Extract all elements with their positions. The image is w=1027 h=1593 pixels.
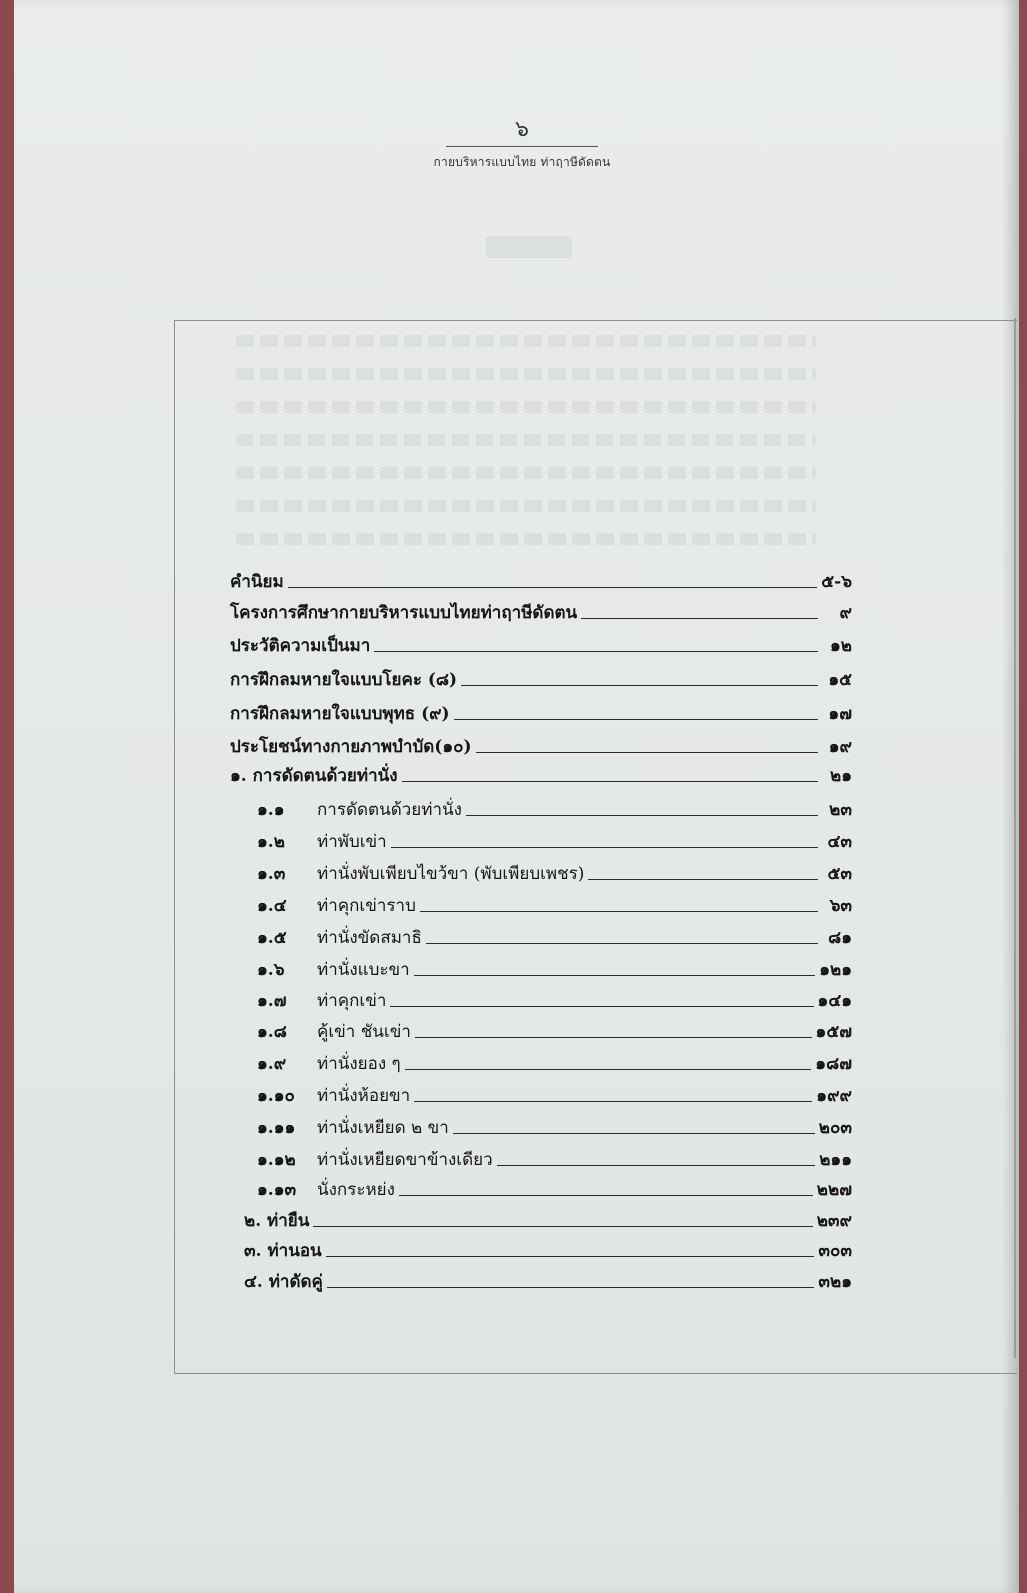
toc-entry-number: ๑.๖: [257, 960, 285, 980]
toc-entry-number: ๑.๙: [257, 1054, 287, 1074]
toc-page-number: ๘๑: [828, 928, 852, 948]
toc-entry-number: ๑.๔: [257, 896, 287, 916]
toc-entry-title: การฝึกลมหายใจแบบพุทธ (๙): [230, 704, 450, 724]
toc-entry: [230, 737, 852, 757]
toc-entry-title: ๓. ท่านอน: [244, 1241, 322, 1261]
toc-entry-title: ท่านั่งห้อยขา: [317, 1086, 411, 1106]
toc-subentry: [257, 864, 852, 884]
toc-subentry: [257, 1086, 852, 1106]
page-header: [422, 118, 622, 172]
toc-entry-title: คำนิยม: [230, 572, 284, 592]
toc-subentry: [257, 1180, 852, 1200]
toc-page-number: ๕๓: [827, 864, 852, 884]
toc-entry: [244, 1211, 852, 1231]
toc-entry-title: ท่านั่งแบะขา: [317, 960, 410, 980]
toc-subentry: [257, 960, 852, 980]
toc-leader: [374, 651, 818, 652]
toc-page-number: ๑๘๗: [815, 1054, 852, 1074]
toc-leader: [414, 1101, 812, 1102]
toc-page-number: ๒๑: [830, 766, 852, 786]
toc-leader: [581, 618, 818, 619]
toc-entry-title: ท่าคุกเข่า: [317, 991, 387, 1011]
toc-page-number: ๑๙๙: [816, 1086, 852, 1106]
page-number: ๖: [515, 117, 529, 142]
toc-entry-title: ท่านั่งขัดสมาธิ: [317, 928, 422, 948]
toc-page-number: ๓๒๑: [818, 1272, 852, 1292]
toc-entry-title: ประวัติความเป็นมา: [230, 636, 371, 656]
toc-subentry: [257, 896, 852, 916]
toc-entry: [244, 1272, 852, 1292]
toc-leader: [402, 781, 818, 782]
toc-subentry: [257, 1054, 852, 1074]
toc-leader: [453, 1133, 815, 1134]
toc-entry-title: ๒. ท่ายืน: [244, 1211, 310, 1231]
toc-entry: [230, 766, 852, 786]
toc-leader: [327, 1287, 814, 1288]
toc-entry-number: ๑.๘: [257, 1022, 287, 1042]
toc-entry-number: ๑.๑๒: [257, 1150, 296, 1170]
toc-leader: [288, 587, 818, 588]
toc-leader: [461, 685, 818, 686]
toc-leader: [405, 1069, 812, 1070]
toc-page-number: ๖๓: [829, 896, 852, 916]
toc-leader: [326, 1256, 815, 1257]
toc-entry-number: ๑.๑๓: [257, 1180, 297, 1200]
toc-entry-title: ท่านั่งเหยียดขาข้างเดียว: [317, 1150, 493, 1170]
toc-entry-title: การดัดตนด้วยท่านั่ง: [317, 800, 462, 820]
toc-page-number: ๙: [839, 603, 852, 623]
toc-entry-number: ๑.๓: [257, 864, 286, 884]
toc-page-number: ๓๐๓: [818, 1241, 852, 1261]
toc-subentry: [257, 800, 852, 820]
toc-subentry: [257, 928, 852, 948]
toc-entry-title: ๔. ท่าดัดคู่: [244, 1272, 323, 1292]
toc-entry-title: ๑. การดัดตนด้วยท่านั่ง: [230, 766, 398, 786]
toc-page-number: ๑๒: [830, 636, 852, 656]
toc-page-number: ๑๕๗: [815, 1022, 852, 1042]
toc-leader: [497, 1165, 816, 1166]
toc-entry-title: นั่งกระหย่ง: [317, 1180, 395, 1200]
toc-entry-title: ท่าพับเข่า: [317, 832, 387, 852]
toc-page-number: ๑๙: [828, 737, 852, 757]
toc-entry-number: ๑.๒: [257, 832, 285, 852]
toc-page-number: ๒๓: [829, 800, 852, 820]
toc-entry: [230, 636, 852, 656]
toc-page-number: ๔๓: [827, 832, 852, 852]
toc-leader: [476, 752, 818, 753]
toc-page-number: ๒๑๑: [819, 1150, 852, 1170]
toc-leader: [391, 847, 818, 848]
show-through-title: [486, 236, 572, 258]
toc-page-number: ๒๐๓: [818, 1118, 852, 1138]
toc-subentry: [257, 1022, 852, 1042]
toc-page-number: ๑๕: [828, 670, 852, 690]
toc-page-number: ๕-๖: [821, 572, 852, 592]
toc-entry: [244, 1241, 852, 1261]
contents-frame-right-edge: [1014, 318, 1016, 1358]
toc-leader: [420, 911, 818, 912]
toc-subentry: [257, 832, 852, 852]
toc-subentry: [257, 1118, 852, 1138]
toc-leader: [466, 815, 818, 816]
toc-leader: [399, 1195, 813, 1196]
toc-leader: [426, 943, 818, 944]
toc-subentry: [257, 991, 852, 1011]
toc-entry-title: คู้เข่า ชันเข่า: [317, 1022, 411, 1042]
toc-entry-number: ๑.๑๐: [257, 1086, 295, 1106]
toc-entry-title: การฝึกลมหายใจแบบโยคะ (๘): [230, 670, 458, 690]
toc-page-number: ๑๒๑: [819, 960, 852, 980]
toc-entry-number: ๑.๕: [257, 928, 287, 948]
toc-leader: [415, 1037, 812, 1038]
toc-entry-title: ท่านั่งเหยียด ๒ ขา: [317, 1118, 449, 1138]
toc-entry-title: ประโยชน์ทางกายภาพบำบัด(๑๐): [230, 737, 472, 757]
toc-page-number: ๑๔๑: [817, 991, 852, 1011]
toc-subentry: [257, 1150, 852, 1170]
toc-page-number: ๒๓๙: [816, 1211, 852, 1231]
toc-leader: [454, 719, 818, 720]
toc-entry-title: ท่าคุกเข่าราบ: [317, 896, 416, 916]
toc-page-number: ๒๒๗: [816, 1180, 852, 1200]
running-title: กายบริหารแบบไทย ท่าฤาษีดัดตน: [433, 155, 611, 169]
toc-entry: [230, 670, 852, 690]
toc-entry-title: ท่านั่งยอง ๆ: [317, 1054, 401, 1074]
toc-entry-title: โครงการศึกษากายบริหารแบบไทยท่าฤาษีดัดตน: [230, 603, 578, 623]
toc-leader: [414, 975, 815, 976]
toc-entry-title: ท่านั่งพับเพียบไขว้ขา (พับเพียบเพชร): [317, 864, 585, 884]
header-rule: [446, 146, 598, 147]
book-page: [14, 0, 1019, 1593]
toc-entry-number: ๑.๑: [257, 800, 285, 820]
toc-entry: [230, 572, 852, 592]
toc-leader: [390, 1006, 813, 1007]
toc-entry-number: ๑.๑๑: [257, 1118, 296, 1138]
toc-entry: [230, 603, 852, 623]
toc-page-number: ๑๗: [828, 704, 852, 724]
toc-entry-number: ๑.๗: [257, 991, 287, 1011]
toc-leader: [588, 879, 818, 880]
toc-entry: [230, 704, 852, 724]
toc-leader: [313, 1226, 812, 1227]
